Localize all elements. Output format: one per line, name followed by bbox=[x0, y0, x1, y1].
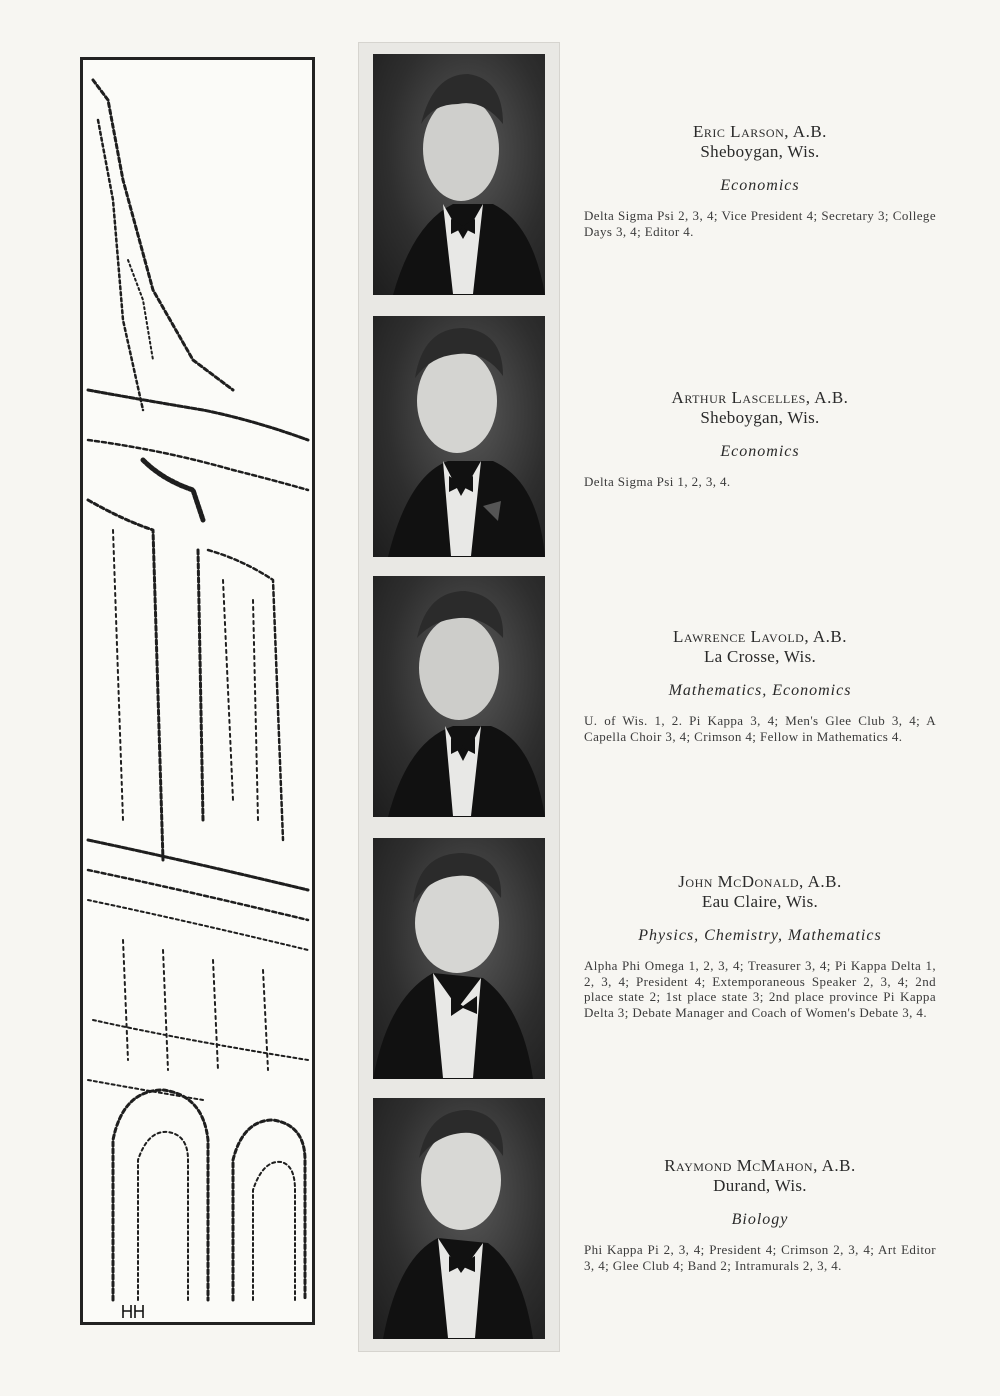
student-name: Lawrence Lavold, A.B. bbox=[672, 627, 847, 646]
student-major: Economics bbox=[720, 177, 800, 194]
student-hometown: Durand, Wis. bbox=[713, 1176, 807, 1195]
church-tower-sketch bbox=[80, 57, 315, 1325]
student-major: Mathematics, Economics bbox=[668, 682, 852, 699]
portrait-photo bbox=[373, 1098, 545, 1339]
student-entry bbox=[584, 872, 936, 1020]
student-entry bbox=[584, 627, 936, 744]
student-major: Physics, Chemistry, Mathematics bbox=[638, 927, 882, 944]
student-entry bbox=[584, 122, 936, 239]
student-name: John McDonald, A.B. bbox=[678, 872, 842, 891]
student-activities: Alpha Phi Omega 1, 2, 3, 4; Treasurer 3, 4; Pi Kappa Delta 1, 2, 3, 4; President 4; Extemporaneous Speaker 2, 3, 4; 2nd place state 2; 1st place state 3; 2nd place province Pi Kappa Delta 3; Debate Manager and Coach of Women's Debate 3, 4. bbox=[584, 958, 936, 1020]
student-hometown: La Crosse, Wis. bbox=[703, 647, 817, 666]
student-name: Eric Larson, A.B. bbox=[693, 122, 827, 141]
student-activities: Delta Sigma Psi 1, 2, 3, 4. bbox=[584, 474, 731, 489]
student-activities: U. of Wis. 1, 2. Pi Kappa 3, 4; Men's Glee Club 3, 4; A Capella Choir 3, 4; Crimson 4; Fellow in Mathematics 4. bbox=[584, 713, 936, 744]
student-hometown: Eau Claire, Wis. bbox=[701, 892, 819, 911]
artist-signature-mark bbox=[123, 1305, 143, 1318]
student-hometown: Sheboygan, Wis. bbox=[700, 408, 820, 427]
student-name: Raymond McMahon, A.B. bbox=[664, 1156, 856, 1175]
student-major: Economics bbox=[720, 443, 800, 460]
student-entry bbox=[584, 388, 936, 490]
student-activities: Delta Sigma Psi 2, 3, 4; Vice President 4; Secretary 3; College Days 3, 4; Editor 4. bbox=[584, 208, 936, 239]
portrait-photo bbox=[373, 54, 545, 295]
portrait-strip bbox=[358, 42, 560, 1352]
student-hometown: Sheboygan, Wis. bbox=[700, 142, 820, 161]
portrait-photo bbox=[373, 838, 545, 1079]
student-major: Biology bbox=[731, 1211, 789, 1228]
student-name: Arthur Lascelles, A.B. bbox=[671, 388, 849, 407]
student-entry bbox=[584, 1156, 936, 1273]
portrait-photo bbox=[373, 316, 545, 557]
student-activities: Phi Kappa Pi 2, 3, 4; President 4; Crimson 2, 3, 4; Art Editor 3, 4; Glee Club 4; Band 2; Intramurals 2, 3, 4. bbox=[584, 1242, 936, 1273]
portrait-photo bbox=[373, 576, 545, 817]
